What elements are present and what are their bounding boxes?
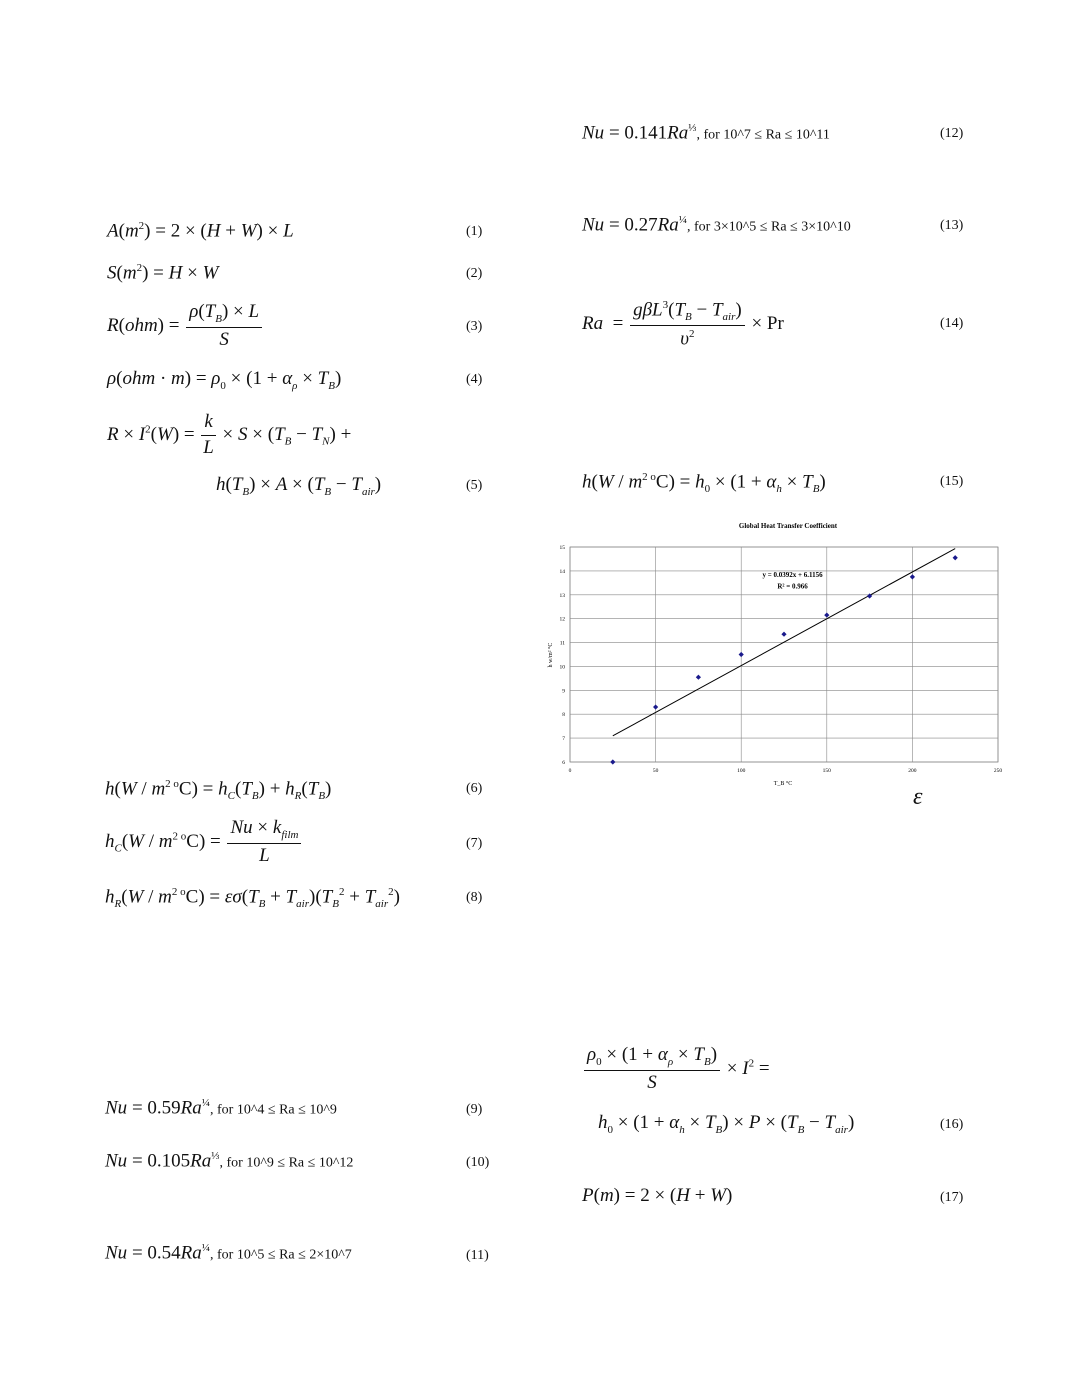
y-tick-label: 15 [559,545,565,551]
trendline-equation: y = 0.0392x + 6.1156 [762,570,823,579]
equation-9: $Nu = 0.59Ra^{\frac{1}{4}}$, for 10^4 ≤ Ra ≤ 10^9 [105,1097,337,1119]
equation-8: $h_R(W / m^{2 o}C) = \varepsilon\sigma(T_B + T_{air})(T_B^2 + T_{air}^2)$ [105,886,400,911]
x-tick-label: 50 [652,768,659,774]
equation-14: Ra = $\frac{g\beta L^3(T_B - T_{air})}{\upsilon^2}$ × Pr [582,299,784,350]
heat-transfer-chart [540,515,1010,795]
equation-number-9: (9) [466,1102,483,1117]
y-tick-label: 14 [559,568,565,575]
equation-6: $h(W / m^{2 o}C) = h_C(T_B) + h_R(T_B)$ [105,778,332,803]
equation-5-line-1: $R \times I^2(W)$ = $\frac{k}{L}$ × $S \times (T_B - T_N)$ + [107,411,352,458]
equation-16-line-2: $h_0 \times (1 + \alpha_h \times T_B) \times P \times (T_B - T_{air})$ [598,1112,855,1136]
equation-11: $Nu = 0.54Ra^{\frac{1}{4}}$, for 10^5 ≤ Ra ≤ 2×10^7 [105,1242,352,1264]
equation-10: $Nu = 0.105Ra^{\frac{1}{3}}$, for 10^9 ≤ Ra ≤ 10^12 [105,1150,354,1172]
y-tick-label: 7 [562,736,565,743]
x-tick-label: 0 [568,768,572,774]
equation-2: $S(m^2) = H \times W$ [107,262,219,284]
y-tick-label: 13 [559,592,565,599]
equation-5-line-2: $h(T_B) \times A \times (T_B - T_{air})$ [216,474,382,498]
equation-number-6: (6) [466,781,483,796]
x-tick-label: 150 [822,768,831,774]
equation-number-11: (11) [466,1248,489,1263]
equation-number-16: (16) [940,1117,964,1132]
equation-number-7: (7) [466,836,483,851]
equation-4: $\rho(ohm \cdot m) = \rho_0 \times (1 + \alpha_\rho \times T_B)$ [107,368,342,392]
plot-area [570,547,998,762]
equation-number-2: (2) [466,266,483,281]
condition-13: , for 3×10^5 ≤ Ra ≤ 3×10^10 [687,219,851,235]
equation-number-10: (10) [466,1155,490,1170]
equation-15: $h(W / m^{2 o}C) = h_0 \times (1 + \alpha_h \times T_B)$ [582,471,826,496]
equation-number-1: (1) [466,224,483,239]
x-tick-label: 200 [908,768,917,774]
x-tick-label: 100 [737,768,746,774]
equation-number-14: (14) [940,316,964,331]
y-tick-label: 11 [559,640,565,647]
equation-number-15: (15) [940,474,964,489]
epsilon-symbol: ε [913,784,923,810]
equation-number-13: (13) [940,218,964,233]
equation-12: $Nu = 0.141Ra^{\frac{1}{3}}$, for 10^7 ≤ Ra ≤ 10^11 [582,122,830,144]
equation-number-17: (17) [940,1190,964,1205]
equation-3: R(ohm) = $\frac{\rho(T_B) \times L}{S}$ [107,302,264,351]
equation-17: P(m) = 2 × (H + W) [582,1185,733,1206]
condition-11: , for 10^5 ≤ Ra ≤ 2×10^7 [210,1247,352,1263]
equation-number-5: (5) [466,478,483,493]
y-tick-label: 12 [559,616,565,623]
chart-title: Global Heat Transfer Coefficient [738,522,838,530]
condition-12: , for 10^7 ≤ Ra ≤ 10^11 [696,127,830,143]
y-tick-label: 10 [559,664,565,671]
equation-number-8: (8) [466,890,483,905]
x-tick-label: 250 [993,768,1003,774]
r-squared-label: R² = 0.966 [777,582,808,591]
equation-16-line-1: $\frac{\rho_0 \times (1 + \alpha_\rho \times T_B)}{S}$ × $I^2$ = [582,1045,770,1094]
condition-9: , for 10^4 ≤ Ra ≤ 10^9 [210,1102,337,1118]
x-axis-label: T_B °C [773,781,793,787]
equation-7: $h_C(W / m^{2 o}C)$ = $\frac{Nu \times k_{film}}{L}$ [105,818,303,867]
condition-10: , for 10^9 ≤ Ra ≤ 10^12 [219,1155,354,1171]
y-tick-label: 8 [562,712,565,719]
equation-number-3: (3) [466,319,483,334]
equation-number-4: (4) [466,372,483,387]
chart-svg [540,515,1010,795]
y-axis-label: h w/m² °C [548,642,554,668]
y-tick-label: 6 [562,760,565,766]
equation-13: $Nu = 0.27Ra^{\frac{1}{4}}$, for 3×10^5 ≤ Ra ≤ 3×10^10 [582,214,851,236]
equation-1: $A(m^2) = 2 \times (H + W) \times L$ [107,220,294,242]
y-tick-label: 9 [562,688,565,695]
equation-number-12: (12) [940,126,964,141]
